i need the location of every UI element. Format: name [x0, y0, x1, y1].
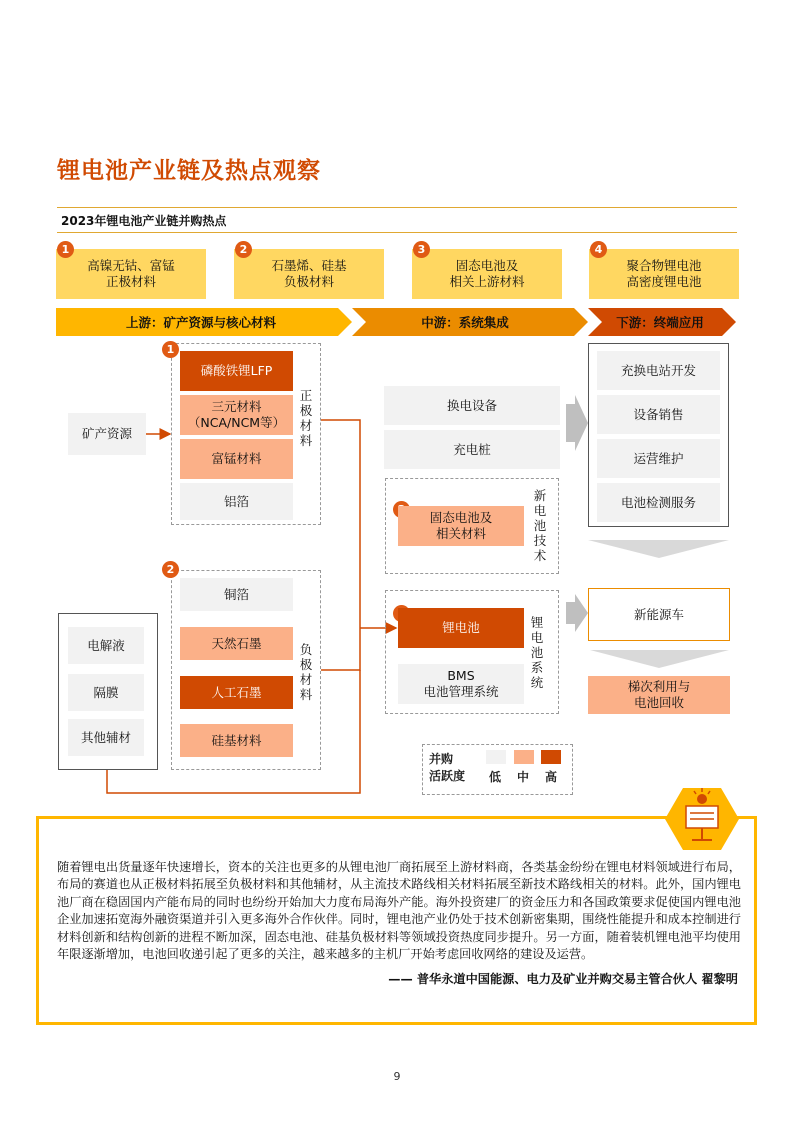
natural-graphite-box: 天然石墨: [180, 627, 293, 660]
hotspot-line: 石墨烯、硅基: [271, 258, 347, 273]
legend-swatch-high: [541, 750, 561, 764]
hotspot-line: 正极材料: [105, 274, 156, 289]
other-aux-box: 其他辅材: [68, 719, 144, 756]
midstream-label: 中游：系统集成: [421, 315, 509, 330]
quote-text: 随着锂电出货量逐年快速增长，资本的关注也更多的从锂电池厂商拓展至上游材料商，各类基金纷纷在锂电材料领域进行布局，布局的赛道也从正极材料拓展至负极材料和其他辅材，从主流技术路线相关材料拓展至新技术路线相关的材料。此外，国内锂电池厂商在稳固国内产能布局的同时也纷纷开始加大力度布局海外产能。海外投资建厂的资金压力和各国政策要求促使国内锂电池企业加速拓宽海外融资渠道并引入更多海外合作伙伴。同时，锂电池产业仍处于技术创新密集期，围绕性能提升和成本控制进行材料创新和结构创新的进程不断加深，固态电池、硅基负极材料等领域投资热度同步提升。另一方面，随着装机锂电池平均使用年限逐渐增加，电池回收递引起了更多的关注，越来越多的主机厂开始考虑回收网络的建设及运营。: [57, 860, 741, 962]
materials-bracket: [321, 420, 360, 670]
hotspot-line: 相关上游材料: [449, 274, 525, 289]
cathode-number: 1: [162, 341, 179, 358]
battery-system-label: 锂电池系统: [530, 615, 544, 690]
equipment-sales-box: 设备销售: [597, 395, 720, 434]
lithium-battery-box: 锂电池: [398, 608, 524, 648]
downstream-label: 下游：终端应用: [616, 315, 704, 330]
operation-maintenance-box: 运营维护: [597, 439, 720, 478]
artificial-graphite-box: 人工石墨: [180, 676, 293, 709]
charging-pile-box: 充电桩: [384, 430, 560, 469]
ternary-line: （NCA/NCM等）: [187, 415, 286, 430]
anode-number: 2: [162, 561, 179, 578]
ternary-box: [180, 395, 293, 435]
recycling-line: 电池回收: [633, 695, 684, 710]
hotspot-line: 高密度锂电池: [626, 274, 702, 289]
mineral-resources: 矿产资源: [68, 413, 146, 455]
hotspot-line: 固态电池及: [455, 258, 519, 273]
silicon-material-box: 硅基材料: [180, 724, 293, 757]
hotspot-line: 负极材料: [283, 274, 334, 289]
aluminum-foil-box: 铝箔: [180, 483, 293, 520]
recycling-box: [588, 676, 730, 714]
quote-author: —— 普华永道中国能源、电力及矿业并购交易主管合伙人 翟黎明: [388, 972, 738, 986]
cathode-label: 正极材料: [299, 388, 313, 448]
down-arrow-1: [588, 540, 729, 558]
legend-mid: 中: [517, 770, 530, 784]
legend-title: [429, 751, 465, 785]
hotspot-line: 高镍无钴、富锰: [87, 258, 175, 273]
ternary-line: 三元材料: [211, 399, 262, 414]
anode-label: 负极材料: [299, 642, 313, 702]
page-title: 锂电池产业链及热点观察: [57, 158, 321, 184]
upstream-label: 上游：矿产资源与核心材料: [125, 315, 276, 330]
station-development-box: 充换电站开发: [597, 351, 720, 390]
nev-box: 新能源车: [588, 588, 730, 641]
electrolyte-box: 电解液: [68, 627, 144, 664]
battery-testing-box: 电池检测服务: [597, 483, 720, 522]
legend-high: 高: [545, 770, 558, 784]
battery-gray-arrow: [566, 594, 588, 632]
hotspot-number-2: 2: [235, 241, 252, 258]
equip-gray-arrow: [566, 395, 588, 451]
hotspot-number-3: 3: [413, 241, 430, 258]
bms-line: BMS: [447, 668, 475, 683]
recycling-line: 梯次利用与: [627, 679, 691, 694]
down-arrow-2: [590, 650, 729, 668]
presenter-icon: [664, 786, 740, 852]
legend-title-line: 并购: [429, 752, 454, 766]
solid-state-line: 相关材料: [435, 526, 486, 541]
manganese-box: 富锰材料: [180, 439, 293, 479]
copper-foil-box: 铜箔: [180, 578, 293, 611]
swap-equipment-box: 换电设备: [384, 386, 560, 425]
hotspot-line: 聚合物锂电池: [626, 258, 702, 273]
legend-low: 低: [489, 770, 502, 784]
page-number: 9: [393, 1070, 401, 1083]
hotspot-number-4: 4: [590, 241, 607, 258]
legend-swatch-mid: [514, 750, 534, 764]
solid-state-line: 固态电池及: [429, 510, 493, 525]
hotspot-number-1: 1: [57, 241, 74, 258]
legend-swatch-low: [486, 750, 506, 764]
chart-subtitle: 2023年锂电池产业链并购热点: [61, 214, 227, 228]
solid-state-box: [398, 506, 524, 546]
lfp-box: 磷酸铁锂LFP: [180, 351, 293, 391]
new-tech-label: 新电池技术: [533, 488, 547, 563]
bms-line: 电池管理系统: [423, 684, 499, 699]
legend-title-line: 活跃度: [429, 769, 466, 783]
bms-box: [398, 664, 524, 704]
separator-box: 隔膜: [68, 674, 144, 711]
